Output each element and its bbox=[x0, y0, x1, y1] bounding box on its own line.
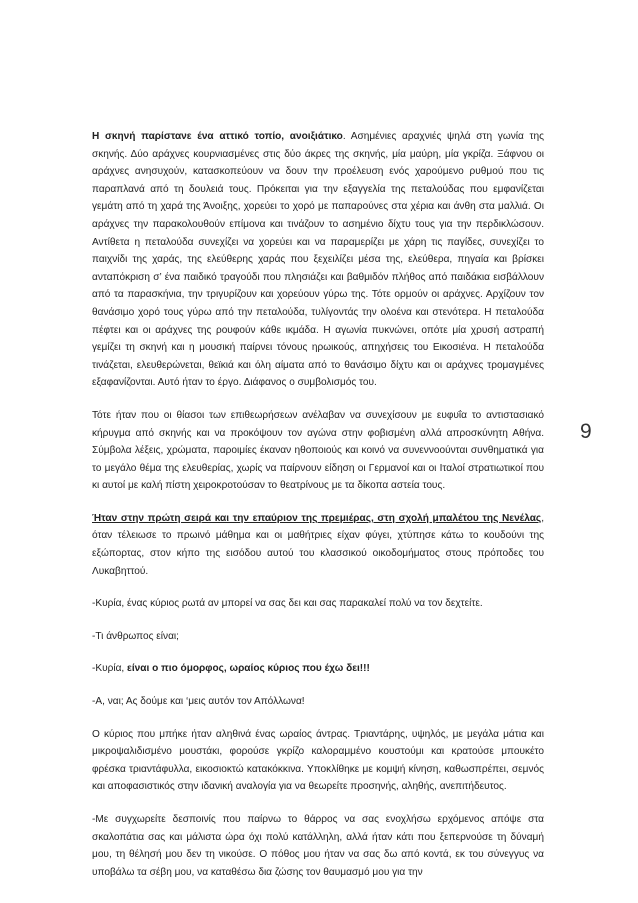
paragraph-text: Ο κύριος που μπήκε ήταν αληθινά ένας ωραίος άντρας. Τριαντάρης, υψηλός, με μεγάλα μάτια και μικροψαλιδισμένο μουστάκι, φορούσε γκρίζο καλοραμμένο κουστούμι και κρατούσε μπουκέτο φρέσκα τριαντάφυλλα, εικοσιοκτώ κατακόκκινα. Υποκλίθηκε με κομψή κίνηση, καθωσπρέπει, σεμνός και αποφασιστικός στην ιδανική αναλογία για να θεωρείτε προσηνής, αληθής, ανεπιτήδευτος. bbox=[92, 728, 544, 793]
dialogue-line bbox=[92, 660, 544, 678]
paragraph-text: -Με συγχωρείτε δεσποινίς που παίρνω το θάρρος να σας ενοχλήσω ερχόμενος απόψε στα σκαλοπάτια σας και μάλιστα ώρα όχι πολύ κατάλληλη, αλλά ήταν κάτι που ξεπερνούσε τη δύναμή μου, τη θέλησή μου δεν τη νικούσε. Ο πόθος μου ήταν να σας δω από κοντά, εκ του σύνεγγυς να υποβάλω τα σέβη μου, να καταθέσω δια ζώσης τον θαυμασμό μου για την bbox=[92, 814, 544, 878]
dialogue-line bbox=[92, 693, 544, 711]
paragraph-text: -Α, ναι; Ας δούμε και ‘μεις αυτόν τον Απόλλωνα! bbox=[92, 696, 305, 708]
dialogue-line bbox=[92, 628, 544, 646]
bold-text: είναι ο πιο όμορφος, ωραίος κύριος που έχω δει!!! bbox=[127, 663, 370, 675]
paragraph-text: -Τι άνθρωπος είναι; bbox=[92, 630, 179, 642]
paragraph bbox=[92, 128, 544, 392]
paragraph bbox=[92, 510, 544, 580]
paragraph-text: , όταν τέλειωσε το πρωινό μάθημα και οι μαθήτριες είχαν φύγει, χτύπησε κάτω το κουδούνι της εξώπορτας, στον κήπο της εισόδου αυτού του κλασσικού οικοδομήματος στους πρόποδες του Λυκαβηττού. bbox=[92, 512, 544, 577]
paragraph-text: Τότε ήταν που οι θίασοι των επιθεωρήσεων ανέλαβαν να συνεχίσουν με ευφυΐα το αντιστασιακό κήρυγμα από σκηνής και να προκόψουν τον αγώνα στην φοβισμένη αλλά απροσκύνητη Αθήνα. Σύμβολα λέξεις, χρώματα, παροιμίες έκαναν ηθοποιούς και κοινό να συνεννοούνται συνθηματικά για το μεγάλο θέμα της ελευθερίας, χωρίς να παίρνουν είδηση οι Γερμανοί και οι Ιταλοί στρατιωτικοί που κι αυτοί με καλή πίστη χειροκροτούσαν το θεατρίνους με τα δίκοπα αστεία τους. bbox=[92, 409, 544, 492]
paragraph bbox=[92, 407, 544, 495]
paragraph-text: -Κυρία, ένας κύριος ρωτά αν μπορεί να σας δει και σας παρακαλεί πολύ να τον δεχτείτε. bbox=[92, 598, 483, 610]
bold-text: Η σκηνή παρίστανε ένα αττικό τοπίο, ανοιξιάτικο bbox=[92, 131, 343, 142]
paragraph bbox=[92, 811, 544, 881]
page-number: 9 bbox=[580, 420, 592, 443]
dialogue-line bbox=[92, 595, 544, 613]
paragraph bbox=[92, 726, 544, 796]
paragraph-text: . Ασημένιες αραχνιές ψηλά στη γωνία της σκηνής. Δύο αράχνες κουρνιασμένες στις δύο άκρες της σκηνής, μία μαύρη, μία γκρίζα. Ξάφνου οι αράχνες ανησυχούν, κατασκοπεύουν να δουν την προέλευση ενός χαρούμενο ρυθμού που τις παραπλανά από τη δουλειά τους. Πρόκειται για την εξαγγελία της πεταλούδας που εμφανίζεται γεμάτη από τη χαρά της Άνοιξης, χορεύει το χορό με παπαρούνες στα χέρια και άνθη στα μαλλιά. Οι αράχνες την παρακολουθούν επίμονα και τινάζουν το ασημένιο δίχτυ τους για την περδικλώσουν. Αντίθετα η πεταλούδα συνεχίζει να χορεύει και να παραμερίζει με χάρη τις παγίδες, συνεχίζει το παιχνίδι της χαράς, της ελεύθερης χαράς που ξεχειλίζει μέσα της, ελεύθερα, πηγαία και βρίσκει ανταπόκριση σ’ ένα παιδικό τραγούδι που πλησιάζει και βαθμιδόν πλήθος από παιδάκια εισβάλλουν από τα παρασκήνια, την τριγυρίζουν και χορεύουν γύρω της. Τότε ορμούν οι αράχνες. Αρχίζουν τον θανάσιμο χορό τους γύρω από την πεταλούδα, τυλίγοντάς την ολοένα και στενότερα. Η πεταλούδα πέφτει και οι αράχνες της ρουφούν κάθε ικμάδα. Η αγωνία πυκνώνει, οπότε μία χρυσή αστραπή γεμίζει τη σκηνή και η μουσική παίρνει τόνους ηρωικούς, απηχήσεις του Εικοσιένα. Η πεταλούδα τινάζεται, ελευθερώνεται, θεϊκιά και όλη αίματα από το θανάσιμο δίχτυ και οι αράχνες τρομαγμένες εξαφανίζονται. Αυτό ήταν το έργο. Διάφανος ο συμβολισμός του. bbox=[92, 131, 544, 389]
document-body bbox=[92, 128, 544, 896]
paragraph-text: -Κυρία, bbox=[92, 663, 128, 675]
bold-underlined-text: Ήταν στην πρώτη σειρά και την επαύριον της πρεμιέρας, στη σχολή μπαλέτου της Νενέλας bbox=[92, 512, 542, 524]
